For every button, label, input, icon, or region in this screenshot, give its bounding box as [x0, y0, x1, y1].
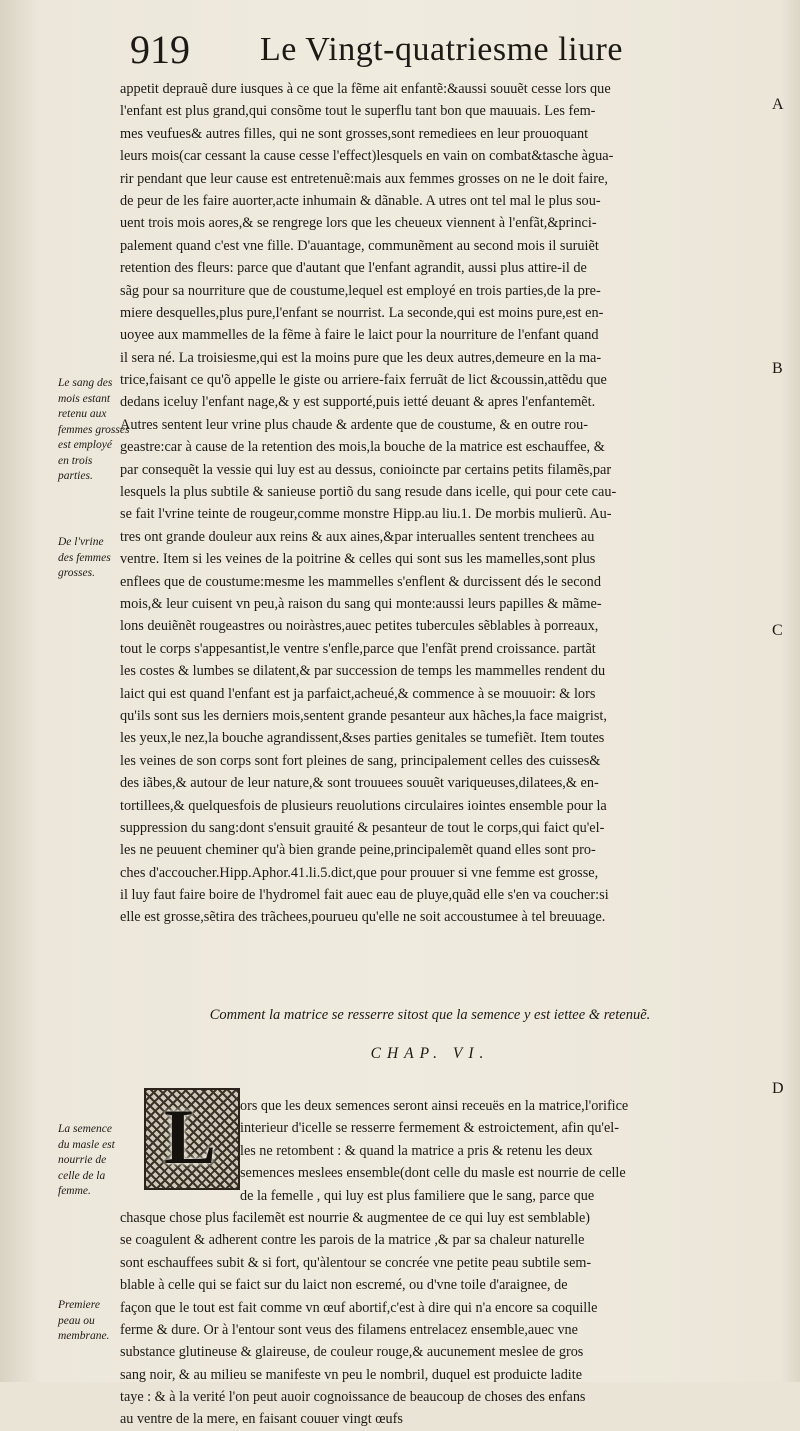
page-header: [130, 24, 690, 74]
chapter-text-line: taye : & à la verité l'on peut auoir cognoissance de beaucoup de choses des enfans: [120, 1389, 586, 1406]
chapter-heading: CHAP. VI.: [370, 1045, 490, 1062]
margin-note-line: nourrie de: [58, 1154, 107, 1166]
text-line: palement quand c'est vne fille. D'auantage, communẽment au second mois il suruiẽt: [120, 237, 599, 254]
chapter-text-line: au ventre de la mere, en faisant couuer vingt œufs: [120, 1411, 403, 1428]
text-line: tortillees,& quelquesfois de plusieurs reuolutions circulaires iointes ensemble pour la: [120, 797, 607, 814]
text-line: retention des fleurs: parce que d'autant que l'enfant agrandit, aussi plus attire-il de: [120, 260, 587, 277]
chapter-text-line: sont eschauffees subit & si fort, qu'àlentour se concrée vne petite peau subtile sem-: [120, 1254, 592, 1271]
margin-note-line: parties.: [58, 470, 93, 482]
text-line: enflees que de coustume:mesme les mammelles s'enflent & durcissent dés le second: [120, 573, 601, 590]
chapter-text-line: se coagulent & adherent contre les parois de la matrice ,& par sa chaleur naturelle: [120, 1232, 585, 1249]
margin-note-sang-des-mois: [58, 376, 128, 485]
margin-note-vrine: [58, 535, 128, 582]
side-letter-d: D: [772, 1080, 784, 1097]
chapter-text-line: sang noir, & au milieu se manifeste vn peu le nombril, duquel est produicte ladite: [120, 1366, 582, 1383]
text-line: l'enfant est plus grand,qui consõme tout le superflu tant bon que mauuais. Les fem-: [120, 103, 596, 120]
margin-note-line: peau ou: [58, 1314, 95, 1327]
text-line: suppression du sang:dont s'ensuit grauité & pesanteur de tout le corps,qui faict qu'el-: [120, 819, 605, 836]
margin-note-line: femme.: [58, 1185, 91, 1197]
chapter-text-line: interieur d'icelle se resserre fermement & estroictement, afin qu'el-: [240, 1120, 619, 1137]
text-line: les costes & lumbes se dilatent,& par succession de temps les mammelles rendent du: [120, 663, 606, 680]
text-line: trice,faisant ce qu'õ appelle le giste ou arriere-faix ferruãt de lict &coussin,attẽdu que: [120, 372, 607, 389]
text-line: les ne peuuent cheminer qu'à bien grande peine,principalemẽt quand elles sont pro-: [120, 842, 596, 859]
margin-note-line: Le sang des: [58, 377, 113, 389]
text-line: appetit deprauẽ dure iusques à ce que la fẽme ait enfantẽ:&aussi souuẽt cesse lors que: [120, 81, 611, 97]
margin-note-line: mois estant: [58, 392, 111, 405]
text-line: elle est grosse,sẽtira des trãchees,pourueu qu'elle ne soit accoustumee à tel breuuage.: [120, 909, 606, 926]
drop-cap-letter: L: [163, 1093, 217, 1180]
text-line: les veines de son corps sont fort pleines de sang, principalement celles des cuisses&: [120, 752, 601, 769]
text-line: il luy faut faire boire de l'hydromel fait auec eau de pluye,quãd elle s'en va coucher:si: [120, 887, 609, 904]
text-line: lesquels la plus subtile & sanieuse portiõ du sang resude dans icelle, qui pour cete cau-: [120, 484, 617, 501]
side-letter-a: A: [772, 96, 784, 113]
margin-note-line: femmes grosses: [58, 423, 130, 436]
text-line: mois,& leur cuisent vn peu,à raison du sang qui monte:aussi leurs papilles & mãme-: [120, 595, 602, 612]
text-line: les yeux,le nez,la bouche agrandissent,&ses parties genitales se tumefiẽt. Item toutes: [120, 730, 605, 747]
text-line: tres ont grande douleur aux reins & aux aines,&par interualles sentent trenchees au: [120, 528, 595, 545]
chapter-text-line: les ne retombent : & quand la matrice a pris & retenu les deux: [240, 1142, 593, 1159]
text-line: par consequẽt la vessie qui luy est au dessus, conioincte par certains petits filamẽs,par: [120, 461, 612, 478]
side-letter-c: C: [772, 622, 783, 639]
text-line: rir pendant que leur cause est entretenuẽ:mais aux femmes grosses on ne le doit faire,: [120, 170, 608, 187]
text-line: des iãbes,& autour de leur nature,& sont trouuees souuẽt variqueuses,dilatees,& en-: [120, 775, 599, 792]
margin-note-line: retenu aux: [58, 408, 107, 420]
text-line: uent trois mois aores,& se rengrege lors que les cheueux viennent à l'enfãt,&princi-: [120, 215, 597, 232]
text-line: il sera né. La troisiesme,qui est la moins pure que les deux autres,demeure en la ma-: [120, 349, 602, 366]
text-line: geastre:car à cause de la retention des mois,la bouche de la matrice est eschauffee, &: [120, 439, 605, 456]
chapter-text-line: chasque chose plus facilemẽt est nourrie & augmentee de ce qui luy est semblable): [120, 1209, 590, 1226]
text-line: Autres sentent leur vrine plus chaude & ardente que de coustume, & en outre rou-: [120, 416, 589, 433]
page-number: 919: [130, 27, 190, 72]
margin-note-line: Premiere: [58, 1299, 100, 1311]
text-line: uoyee aux mammelles de la fẽme à faire le laict pour la nourriture de l'enfant quand: [120, 327, 599, 344]
text-line: sãg pour sa nourriture que de coustume,lequel est employé en trois parties,de la pre-: [120, 282, 601, 299]
margin-note-line: en trois: [58, 454, 93, 467]
chapter-text-line: façon que le tout est fait comme vn œuf abortif,c'est à dire qui n'a encore sa coquille: [120, 1299, 598, 1316]
text-line: lons deuiẽnẽt rougeastres ou noiràstres,auec petites tubercules sẽblables à porreaux,: [120, 618, 599, 635]
side-letter-b: B: [772, 360, 783, 377]
text-line: de peur de les faire auorter,acte inhumain & dãnable. A utres ont tel mal le plus sou-: [120, 192, 601, 209]
margin-note-semence: [58, 1122, 128, 1200]
margin-note-line: des femmes: [58, 551, 111, 564]
chapter-text-line: ferme & dure. Or à l'entour sont veus des filamens entrelacez ensemble,auec vne: [120, 1321, 578, 1338]
chapter-text-line: ors que les deux semences seront ainsi receuës en la matrice,l'orifice: [240, 1098, 629, 1114]
text-line: dedans iceluy l'enfant nage,& y est supporté,puis ietté deuant & apres l'enfantemẽt.: [120, 394, 596, 411]
text-line: qu'ils sont sus les derniers mois,sentent grande pesanteur aux hãches,la face maigrist,: [120, 707, 607, 724]
chapter-subtitle: Comment la matrice se resserre sitost que la semence y est iettee & retenuẽ.: [209, 1007, 651, 1023]
text-line: ventre. Item si les veines de la poitrine & celles qui sont sus les mamelles,sont plus: [120, 551, 596, 568]
text-line: ches d'accoucher.Hipp.Aphor.41.li.5.dict,que pour prouuer si vne femme est grosse,: [120, 864, 599, 881]
margin-note-line: celle de la: [58, 1169, 106, 1182]
margin-note-line: De l'vrine: [58, 536, 104, 548]
text-line: leurs mois(car cessant la cause cesse l'effect)lesquels en vain on combat&tasche àgua-: [120, 148, 614, 165]
margin-note-line: du masle est: [58, 1138, 115, 1151]
margin-note-line: membrane.: [58, 1330, 110, 1342]
margin-note-premiere-peau: [58, 1298, 128, 1345]
text-line: mes veufues& autres filles, qui ne sont grosses,sont remediees en leur prouoquant: [120, 125, 589, 142]
chapter-text-line: semences meslees ensemble(dont celle du masle est nourrie de celle: [240, 1165, 626, 1182]
chapter-text-block: [120, 1095, 760, 1431]
margin-note-line: est employé: [58, 439, 112, 451]
chapter-text-line: substance glutineuse & glaireuse, de couleur rouge,& aucunement meslee de gros: [120, 1344, 584, 1361]
margin-note-line: La semence: [58, 1123, 112, 1135]
text-line: tout le corps s'appesantist,le ventre s'enfle,parce que l'enfãt prend croissance. partãt: [120, 640, 596, 657]
text-line: miere desquelles,plus pure,l'enfant se nourrist. La seconde,qui est moins pure,est en-: [120, 304, 604, 321]
running-title: Le Vingt-quatriesme liure: [260, 31, 623, 68]
chapter-text-line: de la femelle , qui luy est plus familiere que le sang, parce que: [240, 1187, 595, 1204]
margin-note-line: grosses.: [58, 567, 95, 579]
text-line: laict qui est quand l'enfant est ja parfaict,acheué,& commence à se mouuoir: & lors: [120, 685, 596, 702]
text-line: se fait l'vrine teinte de rougeur,comme monstre Hipp.au liu.1. De morbis mulierũ. Au-: [120, 506, 612, 523]
chapter-text-line: blable à celle qui se faict sur du laict non escremé, ou d'vne toile d'araignee, de: [120, 1277, 568, 1294]
main-text-block: [120, 78, 760, 929]
